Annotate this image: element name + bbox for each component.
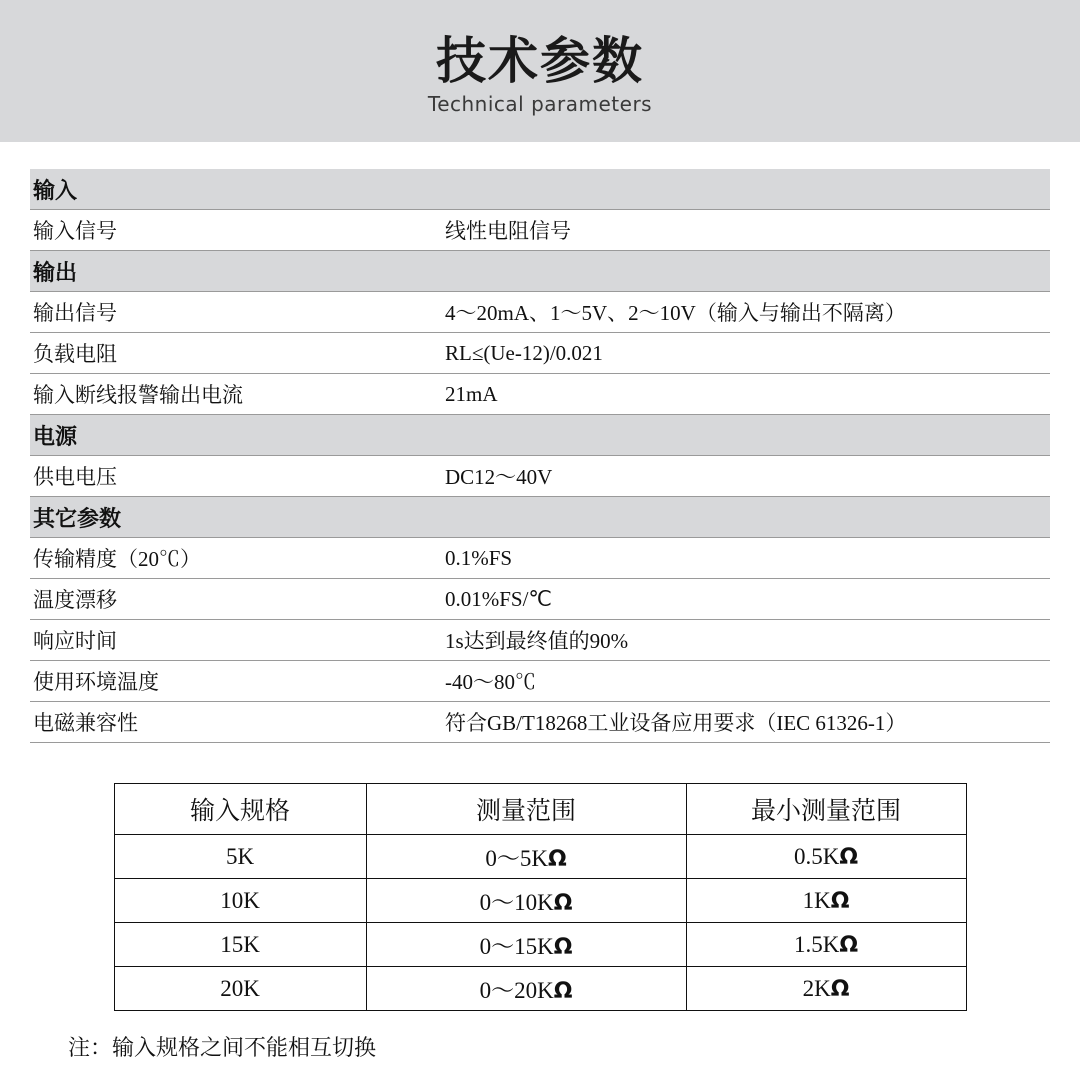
spec-table-row (30, 661, 1050, 702)
spec-section-label: 输出 (30, 251, 423, 292)
range-cell-spec: 10K (114, 879, 366, 923)
page-title: 技术参数 (436, 32, 644, 90)
spec-row-label: 电磁兼容性 (30, 702, 423, 743)
min-range-value-text: 0.5K (793, 843, 840, 869)
min-range-value-text: 2K (802, 975, 831, 1001)
spec-table-row (30, 456, 1050, 497)
spec-table-row (30, 620, 1050, 661)
range-header-min-range: 最小测量范围 (686, 784, 966, 835)
ohm-symbol: Ω (553, 979, 573, 1004)
spec-row-label: 输出信号 (30, 292, 423, 333)
spec-row-value: 符合GB/T18268工业设备应用要求（IEC 61326-1） (423, 702, 1050, 743)
spec-row-value: RL≤(Ue-12)/0.021 (423, 333, 1050, 374)
ohm-symbol: Ω (839, 844, 859, 870)
spec-section-spacer (423, 169, 1050, 210)
spec-table-row (30, 210, 1050, 251)
spec-row-value: 0.01%FS/℃ (423, 579, 1050, 620)
range-value-text: 0～5K (485, 846, 548, 871)
specification-table (30, 169, 1050, 743)
specification-table-body (30, 169, 1050, 743)
min-range-value-text: 1K (802, 887, 831, 913)
range-cell-min-range (686, 879, 966, 923)
range-table-head (114, 784, 966, 835)
spec-row-label: 使用环境温度 (30, 661, 423, 702)
spec-row-value: 1s达到最终值的90% (423, 620, 1050, 661)
spec-row-label: 供电电压 (30, 456, 423, 497)
page-subtitle: Technical parameters (427, 92, 653, 116)
spec-section-row (30, 169, 1050, 210)
spec-row-label: 温度漂移 (30, 579, 423, 620)
range-value-text: 0～10K (479, 890, 554, 915)
header-banner (0, 0, 1080, 142)
spec-section-row (30, 415, 1050, 456)
range-cell-range (366, 923, 686, 967)
spec-row-value: -40～80℃ (423, 661, 1050, 702)
measuring-range-table (114, 783, 967, 1011)
range-cell-spec: 20K (114, 967, 366, 1011)
spec-row-value: 4～20mA、1～5V、2～10V（输入与输出不隔离） (423, 292, 1050, 333)
spec-table-row (30, 579, 1050, 620)
ohm-symbol: Ω (830, 976, 850, 1002)
range-cell-min-range (686, 835, 966, 879)
range-table-row (114, 923, 966, 967)
spec-row-value: 线性电阻信号 (423, 210, 1050, 251)
range-table-wrap (0, 783, 1080, 1011)
spec-row-label: 输入信号 (30, 210, 423, 251)
range-cell-min-range (686, 967, 966, 1011)
range-cell-range (366, 967, 686, 1011)
spec-row-value: 0.1%FS (423, 538, 1050, 579)
table-note: 注：输入规格之间不能相互切换 (68, 1035, 377, 1060)
spec-section-row (30, 497, 1050, 538)
ohm-symbol: Ω (830, 888, 850, 914)
range-table-row (114, 967, 966, 1011)
spec-section-label: 电源 (30, 415, 423, 456)
spec-row-label: 响应时间 (30, 620, 423, 661)
spec-section-label: 输入 (30, 169, 423, 210)
range-cell-range (366, 879, 686, 923)
spec-section-spacer (423, 415, 1050, 456)
spec-table-row (30, 333, 1050, 374)
spec-section-spacer (423, 251, 1050, 292)
spec-section-label: 其它参数 (30, 497, 423, 538)
spec-row-value: DC12～40V (423, 456, 1050, 497)
range-cell-min-range (686, 923, 966, 967)
spec-row-label: 输入断线报警输出电流 (30, 374, 423, 415)
spec-table-row (30, 374, 1050, 415)
spec-table-row (30, 292, 1050, 333)
ohm-symbol: Ω (553, 891, 573, 916)
spec-table-row (30, 702, 1050, 743)
range-value-text: 0～15K (479, 934, 554, 959)
range-cell-spec: 5K (114, 835, 366, 879)
range-header-range: 测量范围 (366, 784, 686, 835)
spec-table-row (30, 538, 1050, 579)
range-value-text: 0～20K (479, 978, 554, 1003)
range-table-body (114, 835, 966, 1011)
ohm-symbol: Ω (839, 932, 859, 958)
range-table-row (114, 835, 966, 879)
ohm-symbol: Ω (547, 847, 567, 872)
ohm-symbol: Ω (553, 935, 573, 960)
range-header-spec: 输入规格 (114, 784, 366, 835)
spec-row-label: 传输精度（20℃） (30, 538, 423, 579)
spec-row-value: 21mA (423, 374, 1050, 415)
spec-row-label: 负载电阻 (30, 333, 423, 374)
range-table-header-row (114, 784, 966, 835)
spec-section-row (30, 251, 1050, 292)
spec-section-spacer (423, 497, 1050, 538)
range-table-row (114, 879, 966, 923)
range-cell-spec: 15K (114, 923, 366, 967)
min-range-value-text: 1.5K (793, 931, 840, 957)
range-cell-range (366, 835, 686, 879)
